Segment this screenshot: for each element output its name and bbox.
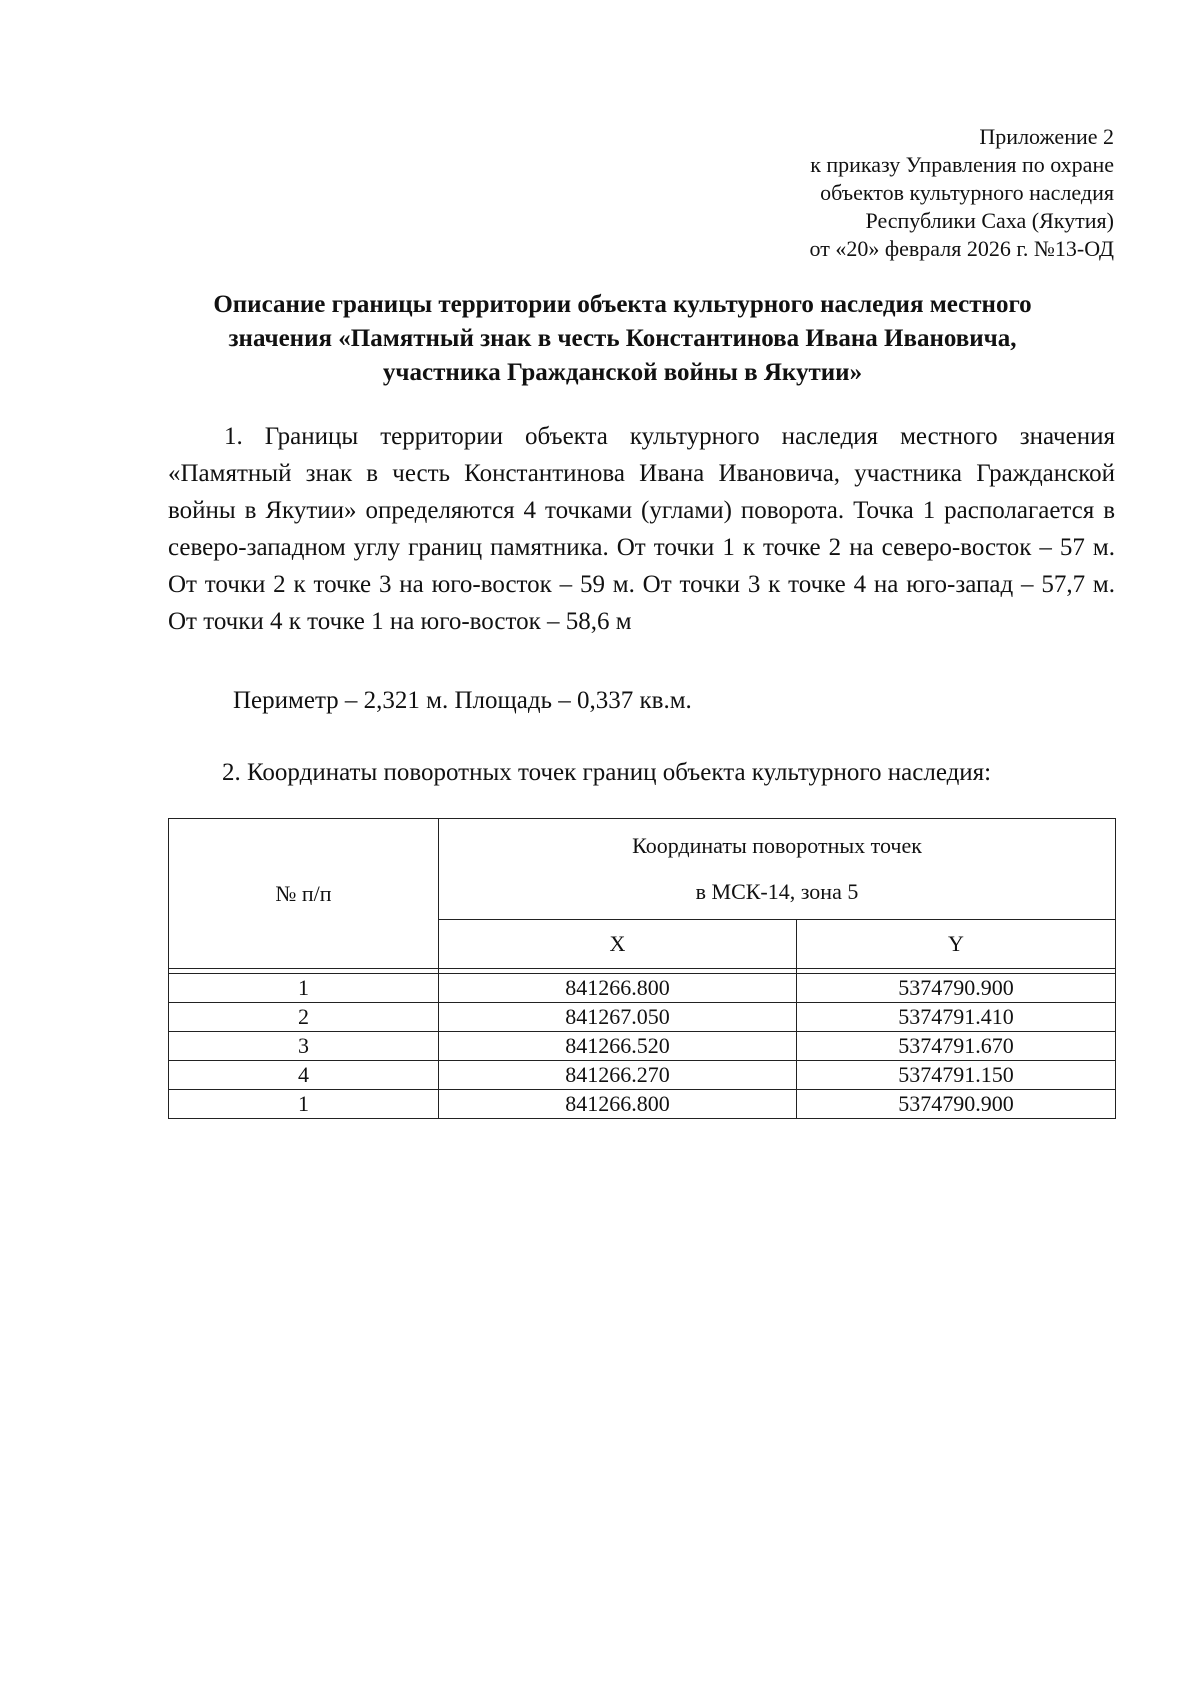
table-row xyxy=(169,974,1116,1003)
appendix-block xyxy=(810,123,1114,263)
header-coordinates xyxy=(439,819,1116,920)
title-line: значения «Памятный знак в честь Константинова Ивана Ивановича, xyxy=(228,325,1017,352)
cell-number: 1 xyxy=(169,1090,439,1119)
cell-x: 841266.270 xyxy=(439,1061,797,1090)
cell-x: 841267.050 xyxy=(439,1003,797,1032)
header-number: № п/п xyxy=(169,819,439,969)
appendix-line: от «20» февраля 2026 г. №13-ОД xyxy=(809,236,1114,261)
appendix-line: Приложение 2 xyxy=(979,124,1114,149)
cell-number: 2 xyxy=(169,1003,439,1032)
title-line: участника Гражданской войны в Якутии» xyxy=(382,359,863,386)
coordinates-table xyxy=(168,818,1116,1119)
cell-number: 4 xyxy=(169,1061,439,1090)
header-x: X xyxy=(439,920,797,969)
table-row xyxy=(169,1032,1116,1061)
cell-y: 5374790.900 xyxy=(797,974,1116,1003)
cell-number: 1 xyxy=(169,974,439,1003)
section2-heading: 2. Координаты поворотных точек границ объекта культурного наследия: xyxy=(222,759,992,786)
cell-y: 5374791.670 xyxy=(797,1032,1116,1061)
appendix-line: объектов культурного наследия xyxy=(820,180,1114,205)
table-row xyxy=(169,1090,1116,1119)
table-row xyxy=(169,1003,1116,1032)
cell-number: 3 xyxy=(169,1032,439,1061)
header-y: Y xyxy=(797,920,1116,969)
document-title xyxy=(150,288,1095,390)
cell-x: 841266.520 xyxy=(439,1032,797,1061)
header-coordinates-line1: Координаты поворотных точек xyxy=(632,833,922,858)
table-row xyxy=(169,1061,1116,1090)
cell-y: 5374791.410 xyxy=(797,1003,1116,1032)
appendix-line: Республики Саха (Якутия) xyxy=(865,208,1114,233)
cell-y: 5374791.150 xyxy=(797,1061,1116,1090)
cell-x: 841266.800 xyxy=(439,974,797,1003)
header-coordinates-line2: в МСК-14, зона 5 xyxy=(695,879,859,904)
section1-paragraph: 1. Границы территории объекта культурного наследия местного значения «Памятный знак в честь Константинова Ивана Ивановича, участника Гражданской войны в Якутии» определяются 4 точками (углами) поворота. Точка 1 располагается в северо-западном углу границ памятника. От точки 1 к точке 2 на северо-восток – 57 м. От точки 2 к точке 3 на юго-восток – 59 м. От точки 3 к точке 4 на юго-запад – 57,7 м. От точки 4 к точке 1 на юго-восток – 58,6 м xyxy=(168,423,1115,635)
title-line: Описание границы территории объекта культурного наследия местного xyxy=(213,291,1032,318)
cell-x: 841266.800 xyxy=(439,1090,797,1119)
cell-y: 5374790.900 xyxy=(797,1090,1116,1119)
appendix-line: к приказу Управления по охране xyxy=(810,152,1114,177)
perimeter-area-line: Периметр – 2,321 м. Площадь – 0,337 кв.м. xyxy=(233,687,692,714)
